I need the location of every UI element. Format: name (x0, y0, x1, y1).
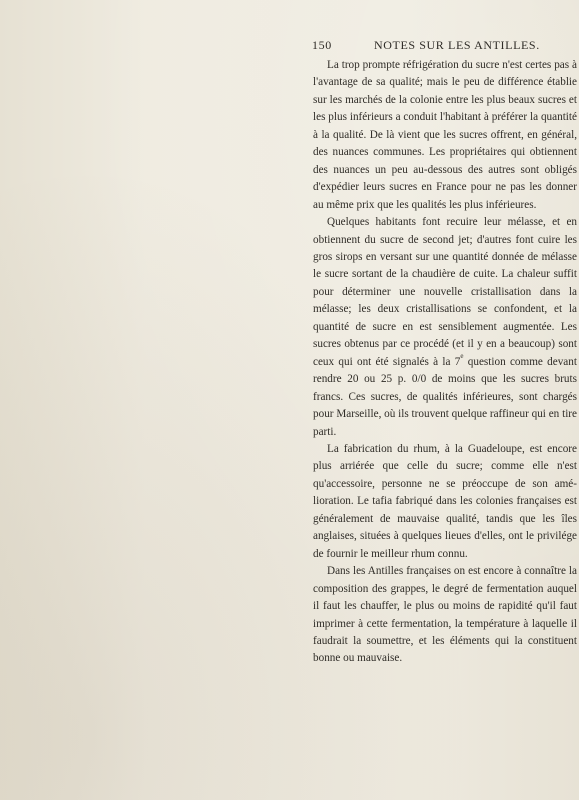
paragraph-fermentation: Dans les Antilles françaises on est encore à connaître la composition des grappes, le degré de fermentation auquel il faut les chauffer, le plus ou moins de rapidité qu'il faut imprimer à cette fermentation, la température à laquelle il faudrait la soumettre, et les éléments qui la constituent bonne ou mauvaise. (313, 565, 577, 665)
paragraph-rum-production: La fabrication du rhum, à la Guadeloupe, est encore plus arriérée que celle du sucre; comme elle n'est qu'accessoire, personne ne se préoccupe de son amélioration. Le tafia fabriqué dans les colonies françaises est généralement de mauvaise qualité, tandis que les îles anglaises, situées à quelques lieues d'elles, ont le privilége de fournir le meilleur rhum connu. (313, 442, 577, 560)
body-text (313, 57, 577, 668)
running-title: NOTES SUR LES ANTILLES. (374, 38, 540, 52)
running-head (312, 38, 577, 54)
page-number: 150 (312, 38, 332, 52)
paragraph-sugar-refrigeration: La trop prompte réfrigération du sucre n'est certes pas à l'avantage de sa qualité; mais le peu de différence établie sur les marchés de la colonie entre les plus beaux sucres et les plus inférieurs a conduit l'habitant à préférer la quantité à la qualité. De là vient que les sucres offrent, en général, des nuances communes. Les propriétaires qui obtiennent des nuances un peu au-dessous des autres sont obligés d'expédier leurs sucres en France pour ne pas les donner au même prix que les qualités les plus inférieures. (313, 59, 577, 211)
paragraph-molasses-reboiling (313, 214, 577, 441)
paragraph-text-part: question comme devant rendre 20 ou 25 p. 0/0 de moins que les sucres bruts francs. Ces sucres, de qualités inférieures, sont chargés pour Marseille, où ils trouvent quelque raffineur qui en tire parti. (313, 355, 577, 438)
ordinal-superscript: e (460, 351, 464, 360)
paragraph-text-part: Quelques habitants font recuire leur mélasse, et en obtiennent du sucre de second jet; d'autres font cuire les gros sirops en versant sur une quantité donnée de mélasse le sucre sortant de la chaudière de cuite. La chaleur suffit pour déterminer une nouvelle cristallisation dans la mélasse; les deux cristallisations se confondent, et la quantité de sucre en est sensiblement augmentée. Les sucres obtenus par ce procédé (et il y en a beaucoup) sont ceux qui ont été signalés à la 7 (313, 216, 577, 368)
